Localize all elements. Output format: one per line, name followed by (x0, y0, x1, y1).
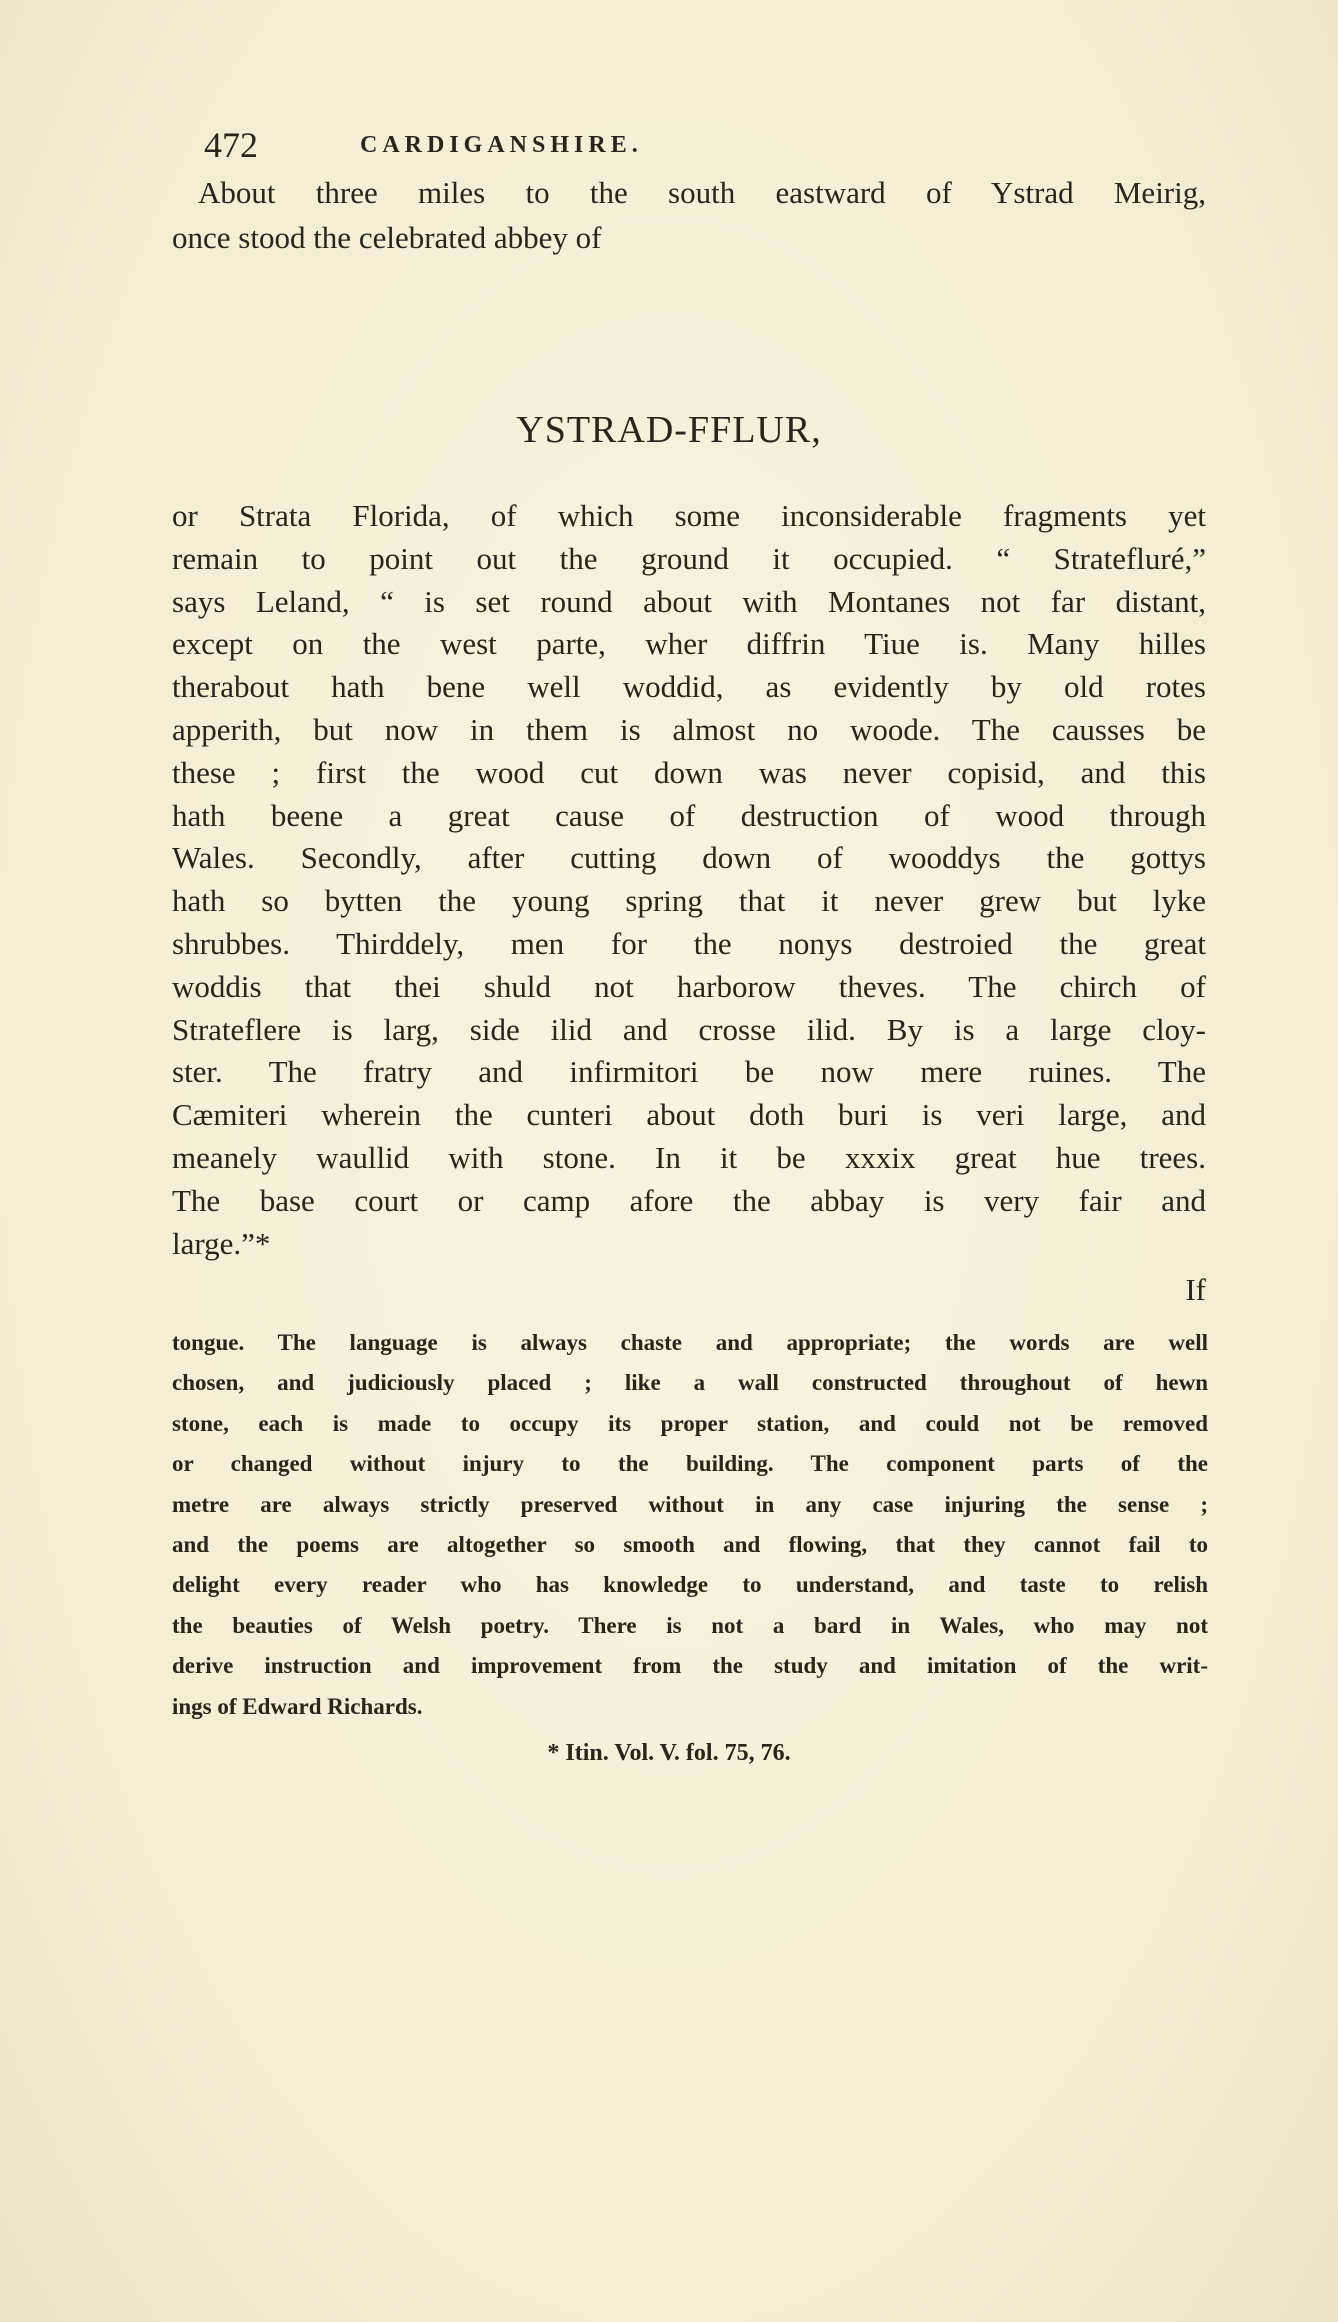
body-line: Strateflere is larg, side ilid and crosse ilid. By is a large cloy- (172, 1011, 1206, 1047)
body-line: or Strata Florida, of which some inconsiderable fragments yet (172, 498, 1206, 533)
body-line: shrubbes. Thirddely, men for the nonys destroied the great (172, 926, 1206, 961)
body-line: The base court or camp afore the abbay is very fair and (172, 1182, 1206, 1218)
intro-line: About three miles to the south eastward of Ystrad Meirig, (198, 175, 1206, 210)
body-line: except on the west parte, wher diffrin Tiue is. Many hilles (172, 626, 1206, 662)
body-line: Wales. Secondly, after cutting down of wooddys the gottys (172, 840, 1206, 876)
running-title: CARDIGANSHIRE. (360, 132, 643, 158)
intro-line: once stood the celebrated abbey of (172, 220, 602, 255)
catchword: If (1185, 1272, 1206, 1307)
fn-line: chosen, and judiciously placed ; like a wall constructed throughout of hewn (172, 1370, 1208, 1396)
body-line: says Leland, “ is set round about with Montanes not far distant, (172, 583, 1206, 619)
fn-line: tongue. The language is always chaste and appropriate; the words are well (172, 1330, 1208, 1355)
body-line: these ; first the wood cut down was never copisid, and this (172, 754, 1206, 790)
fn-line: and the poems are altogether so smooth and flowing, that they cannot fail to (172, 1532, 1208, 1557)
fn-line: or changed without injury to the building. The component parts of the (172, 1451, 1208, 1477)
body-line: hath so bytten the young spring that it never grew but lyke (172, 883, 1206, 919)
body-line: large.”* (172, 1225, 271, 1261)
footnote-reference: * Itin. Vol. V. fol. 75, 76. (547, 1740, 791, 1766)
section-heading: YSTRAD-FFLUR, (516, 409, 822, 451)
body-line: apperith, but now in them is almost no woode. The causses be (172, 712, 1206, 747)
fn-line: the beauties of Welsh poetry. There is not a bard in Wales, who may not (172, 1612, 1208, 1638)
body-line: hath beene a great cause of destruction of wood through (172, 797, 1206, 833)
body-line: meanely waullid with stone. In it be xxxix great hue trees. (172, 1140, 1206, 1175)
fn-line: derive instruction and improvement from the study and imitation of the writ- (172, 1653, 1208, 1679)
fn-line: metre are always strictly preserved without in any case injuring the sense ; (172, 1491, 1208, 1517)
fn-line: ings of Edward Richards. (172, 1693, 423, 1719)
fn-line: delight every reader who has knowledge to understand, and taste to relish (172, 1572, 1208, 1598)
body-line: Cæmiteri wherein the cunteri about doth buri is veri large, and (172, 1097, 1206, 1133)
page-number: 472 (204, 125, 258, 165)
fn-line: stone, each is made to occupy its proper station, and could not be removed (172, 1410, 1208, 1436)
body-line: remain to point out the ground it occupied. “ Stratefluré,” (172, 540, 1206, 576)
body-line: therabout hath bene well woddid, as evidently by old rotes (172, 669, 1206, 705)
body-line: woddis that thei shuld not harborow theves. The chirch of (172, 968, 1206, 1004)
body-line: ster. The fratry and infirmitori be now mere ruines. The (172, 1054, 1206, 1090)
